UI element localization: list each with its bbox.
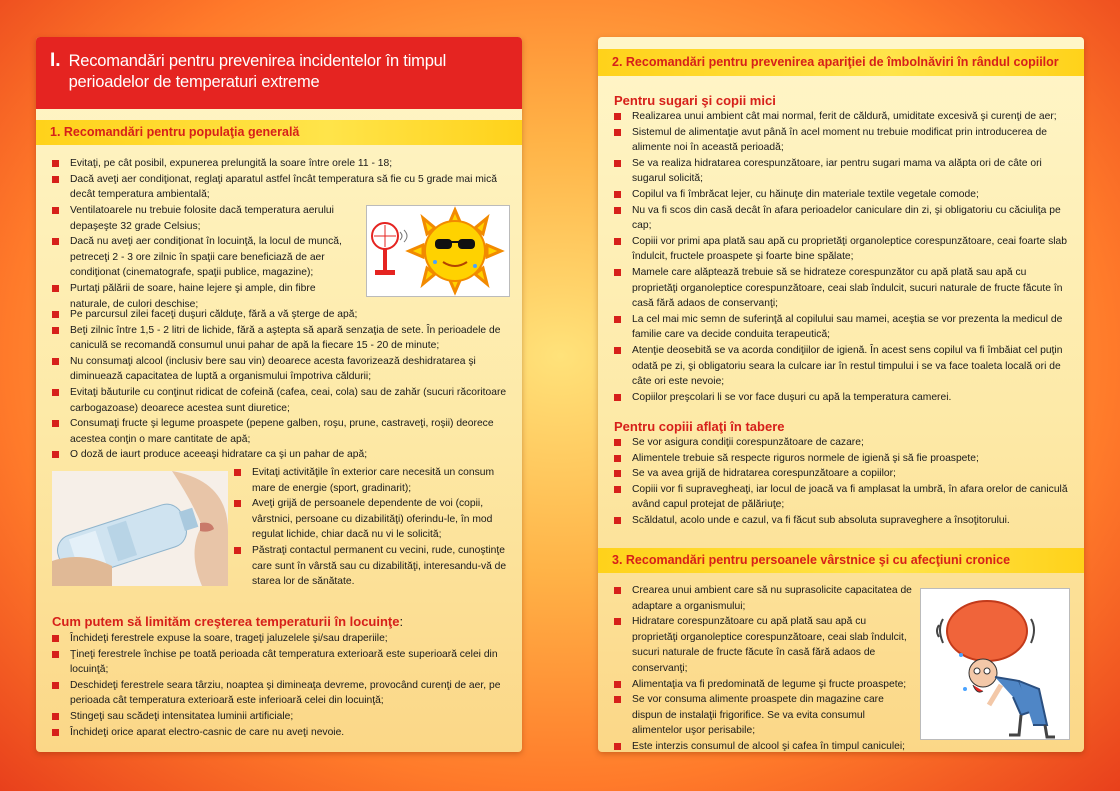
list-infants	[612, 109, 1074, 405]
section-number: I.	[50, 50, 61, 71]
sun-fan-illustration	[366, 205, 510, 297]
list-item: Hidratare corespunzătoare cu apă plată sau apă cu proprietăţi organoleptice corespunzătoare, ceai slab îndulcit, sucuri naturale de fructe făcute în casă fără adaos de conservanţi;	[612, 614, 912, 676]
list-item: Deschideţi ferestrele seara târziu, noaptea şi dimineaţa devreme, provocând curenţi de aer, pe perioada cât temperatura exterioară este inferioară celei din locuinţă;	[50, 678, 512, 709]
list-item: Stingeţi sau scădeţi intensitatea luminii artificiale;	[50, 709, 512, 725]
list-item: Închideţi ferestrele expuse la soare, trageţi jaluzelele şi/sau draperiile;	[50, 631, 512, 647]
list-item: Copiii vor fi supravegheaţi, iar locul de joacă va fi amplasat la umbră, în afara orelor de caniculă având capul protejat de pălăriuţe;	[612, 482, 1074, 513]
list-item: Copiilor preşcolari li se vor face duşuri cu apă la temperatura camerei.	[612, 390, 1074, 406]
list-item: Nu consumaţi alcool (inclusiv bere sau vin) deoarece acesta favorizează deshidratarea şi diminuează capacitatea de luptă a organismului împotriva căldurii;	[50, 354, 512, 385]
subsection-header-children: 2. Recomandări pentru prevenirea apariţiei de îmbolnăviri în rândul copiilor	[598, 49, 1084, 76]
list-item: Ţineţi ferestrele închise pe toată perioada cât temperatura exterioară este superioară celei din locuinţă;	[50, 647, 512, 678]
list-item: Purtaţi pălării de soare, haine lejere şi ample, din fibre naturale, de culori deschise;	[50, 281, 354, 312]
list-item: Se va realiza hidratarea corespunzătoare, iar pentru sugari mama va alăpta ori de câte ori sugarul solicită;	[612, 156, 1074, 187]
list-item: Copilul va fi îmbrăcat lejer, cu hăinuţe din materiale textile vegetale comode;	[612, 187, 1074, 203]
section-title: Recomandări pentru prevenirea incidentelor în timpul perioadelor de temperaturi extreme	[68, 52, 447, 91]
list-camps	[612, 435, 1074, 529]
drinking-water-photo	[52, 471, 228, 586]
list-item: Se va avea grijă de hidratarea corespunzătoare a copiilor;	[612, 466, 1074, 482]
list-item: Aveţi grijă de persoanele dependente de voi (copii, vârstnici, persoane cu dizabilităţi) oferindu-le, în mod regulat lichide, chiar dacă nu vi le solicită;	[232, 496, 514, 543]
list-item: Crearea unui ambient care să nu suprasolicite capacitatea de adaptare a organismului;	[612, 583, 912, 614]
overheated-man-illustration	[920, 588, 1070, 740]
list-item: Mamele care alăptează trebuie să se hidrateze corespunzător cu apă plată sau apă cu proprietăţi organoleptice corespunzătoare, ceai slab îndulcit, sucuri naturale de fructe făcute în casă fără adaos de conservanţi;	[612, 265, 1074, 312]
list-item: Este interzis consumul de alcool şi cafea în timpul caniculei;	[612, 739, 912, 752]
list-item: Copiii vor primi apa plată sau apă cu proprietăţi organoleptice corespunzătoare, ceai foarte slab îndulcit, fructele proaspete şi foarte bine spălate;	[612, 234, 1074, 265]
list-item: O doză de iaurt produce aceeaşi hidratare ca şi un pahar de apă;	[50, 447, 512, 463]
subheading-infants: Pentru sugari şi copii mici	[614, 93, 776, 108]
list-home-temperature	[50, 631, 512, 740]
list-elderly	[612, 583, 912, 752]
list-item: Alimentaţia va fi predominată de legume şi fructe proaspete;	[612, 677, 912, 693]
list-item: Sistemul de alimentaţie avut până în acel moment nu trebuie modificat prin introducerea de alimente noi în această perioadă;	[612, 125, 1074, 156]
list-item: Atenţie deosebită se va acorda condiţiilor de igienă. În acest sens copilul va fi îmbăiat cel puţin odată pe zi, şi obligatoriu seara la culcare iar în restul timpului i se va face toaleta locală ori de câte ori este nevoie;	[612, 343, 1074, 390]
list-general-middle	[50, 307, 512, 463]
list-general-beside-image	[50, 203, 354, 312]
list-item: Evitaţi activităţile în exterior care necesită un consum mare de energie (sport, gradinarit);	[232, 465, 514, 496]
list-item: Dacă nu aveţi aer condiţionat în locuinţă, la locul de muncă, petreceţi 2 - 3 ore zilnic în spaţii care beneficiază de aer condiţionat (cinematografe, spaţii publice, magazine);	[50, 234, 354, 281]
list-general-beside-photo	[232, 465, 514, 590]
subsection-header-elderly: 3. Recomandări pentru persoanele vârstnice şi cu afecţiuni cronice	[598, 548, 1084, 573]
list-general-top	[50, 156, 512, 203]
list-item: Pe parcursul zilei faceţi duşuri călduţe, fără a vă şterge de apă;	[50, 307, 512, 323]
list-item: Evitaţi, pe cât posibil, expunerea prelungită la soare între orele 11 - 18;	[50, 156, 512, 172]
list-item: Se vor asigura condiţii corespunzătoare de cazare;	[612, 435, 1074, 451]
list-item: Beţi zilnic între 1,5 - 2 litri de lichide, fără a aştepta să apară senzaţia de sete. În perioadele de caniculă se recomandă consumul unui pahar de apă la fiecare 15 - 20 de minute;	[50, 323, 512, 354]
subheading-home-temperature: Cum putem să limităm creşterea temperaturii în locuinţe:	[52, 614, 404, 629]
section-header	[36, 37, 522, 109]
subheading-camps: Pentru copiii aflaţi în tabere	[614, 419, 785, 434]
right-panel	[598, 37, 1084, 752]
list-item: Evitaţi băuturile cu conţinut ridicat de cofeină (cafea, ceai, cola) sau de zahăr (sucuri răcoritoare carbogazoase) deoarece acestea sunt diuretice;	[50, 385, 512, 416]
list-item: Închideţi orice aparat electro-casnic de care nu aveţi nevoie.	[50, 725, 512, 741]
list-item: La cel mai mic semn de suferinţă al copilului sau mamei, aceştia se vor prezenta la medicul de familie care va decide conduita terapeutică;	[612, 312, 1074, 343]
list-item: Nu va fi scos din casă decât în afara perioadelor caniculare din zi, şi obligatoriu cu căciuliţa pe cap;	[612, 203, 1074, 234]
list-item: Consumaţi fructe şi legume proaspete (pepene galben, roşu, prune, castraveţi, roşii) deorece acestea conţin o mare cantitate de apă;	[50, 416, 512, 447]
list-item: Ventilatoarele nu trebuie folosite dacă temperatura aerului depaşeşte 32 grade Celsius;	[50, 203, 354, 234]
list-item: Realizarea unui ambient cât mai normal, ferit de căldură, umiditate excesivă şi curenţi de aer;	[612, 109, 1074, 125]
subsection-header-general: 1. Recomandări pentru populaţia generală	[36, 120, 522, 145]
left-panel	[36, 37, 522, 752]
list-item: Păstraţi contactul permanent cu vecini, rude, cunoştinţe care sunt în vârstă sau cu dizabilităţi, interesandu-vă de starea lor de sănătate.	[232, 543, 514, 590]
list-item: Dacă aveţi aer condiţionat, reglaţi aparatul astfel încât temperatura să fie cu 5 grade mai mică decât temperatura ambientală;	[50, 172, 512, 203]
list-item: Scăldatul, acolo unde e cazul, va fi făcut sub absoluta supraveghere a însoţitorului.	[612, 513, 1074, 529]
list-item: Alimentele trebuie să respecte riguros normele de igienă şi să fie proaspete;	[612, 451, 1074, 467]
list-item: Se vor consuma alimente proaspete din magazine care dispun de instalaţii frigorifice. Se va evita consumul alimentelor uşor perisabile;	[612, 692, 912, 739]
